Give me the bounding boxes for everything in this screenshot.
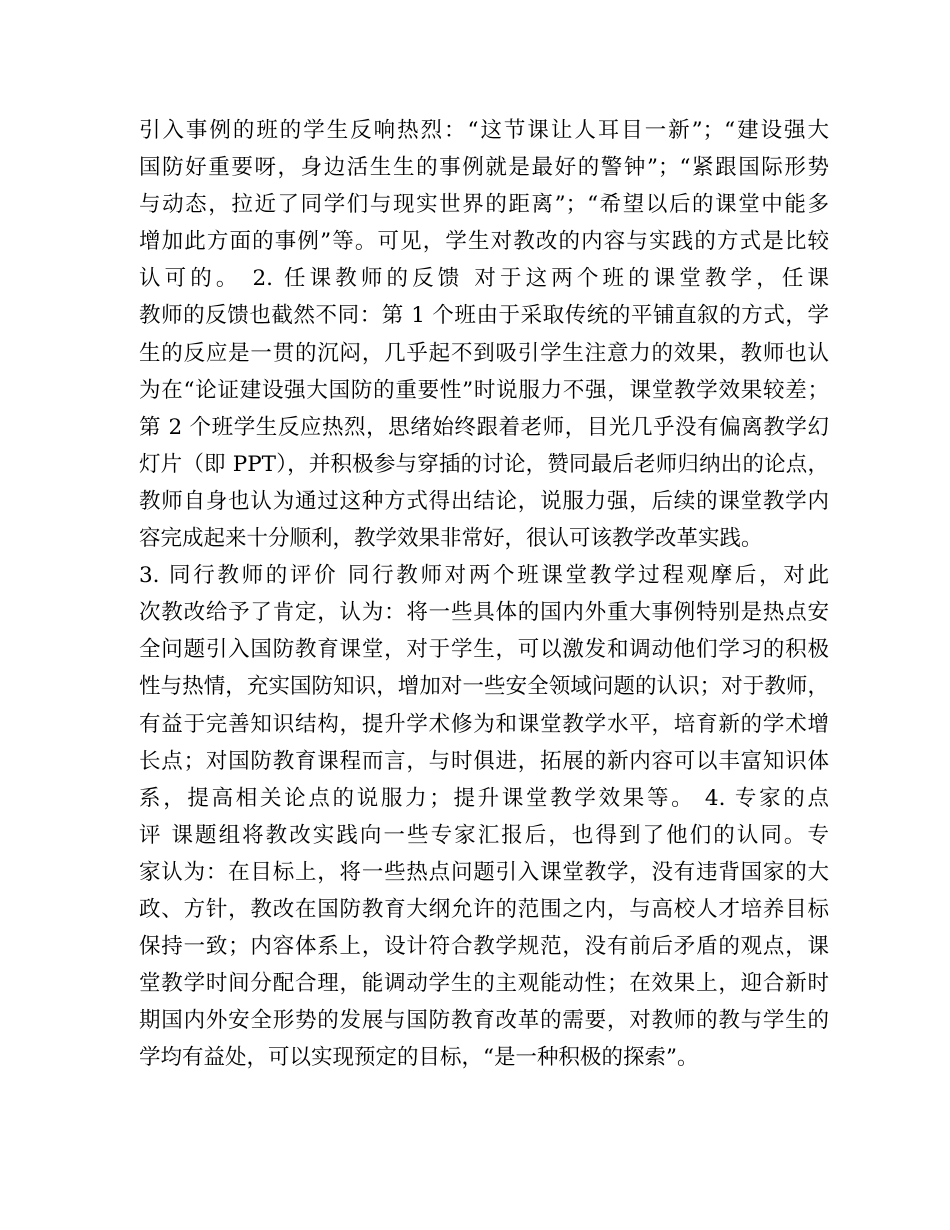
body-text [139,112,829,1076]
text-line: 堂教学时间分配合理，能调动学生的主观能动性；在效果上，迎合新时 [139,971,829,997]
text-line: 有益于完善知识结构，提升学术修为和课堂教学水平，培育新的学术增 [139,711,829,737]
text-line: 保持一致；内容体系上，设计符合教学规范，没有前后矛盾的观点，课 [139,934,829,960]
text-line: 学均有益处，可以实现预定的目标，“是一种积极的探索”。 [139,1045,699,1071]
text-line: 与动态，拉近了同学们与现实世界的距离”；“希望以后的课堂中能多 [139,192,829,218]
text-line: 次教改给予了肯定，认为：将一些具体的国内外重大事例特别是热点安 [139,600,829,626]
text-line: 教师自身也认为通过这种方式得出结论，说服力强，后续的课堂教学内 [139,488,829,514]
text-line: 教师的反馈也截然不同：第 1 个班由于采取传统的平铺直叙的方式，学 [139,303,829,329]
text-line: 第 2 个班学生反应热烈，思绪始终跟着老师，目光几乎没有偏离教学幻 [139,414,829,440]
text-line: 系，提高相关论点的说服力；提升课堂教学效果等。 4. 专家的点 [139,785,829,811]
text-line: 家认为：在目标上，将一些热点问题引入课堂教学，没有违背国家的大 [139,859,829,885]
text-line: 引入事例的班的学生反响热烈：“这节课让人耳目一新”；“建设强大 [139,118,829,143]
text-line: 灯片（即 PPT），并积极参与穿插的讨论，赞同最后老师归纳出的论点， [139,451,829,477]
text-line: 3. 同行教师的评价 同行教师对两个班课堂教学过程观摩后，对此 [139,563,829,589]
text-line: 评 课题组将教改实践向一些专家汇报后，也得到了他们的认同。专 [139,822,829,848]
text-line: 期国内外安全形势的发展与国防教育改革的需要，对教师的教与学生的 [139,1008,829,1034]
text-line: 认可的。 2. 任课教师的反馈 对于这两个班的课堂教学，任课 [139,266,829,292]
text-line: 全问题引入国防教育课堂，对于学生，可以激发和调动他们学习的积极 [139,637,829,663]
text-line: 政、方针，教改在国防教育大纲允许的范围之内，与高校人才培养目标 [139,896,829,922]
text-line: 容完成起来十分顺利，教学效果非常好，很认可该教学改革实践。 [139,526,763,552]
text-line: 生的反应是一贯的沉闷，几乎起不到吸引学生注意力的效果，教师也认 [139,340,829,366]
text-line: 增加此方面的事例”等。可见，学生对教改的内容与实践的方式是比较 [139,229,829,255]
text-line: 国防好重要呀，身边活生生的事例就是最好的警钟”；“紧跟国际形势 [139,155,829,181]
text-line: 长点；对国防教育课程而言，与时俱进，拓展的新内容可以丰富知识体 [139,748,829,774]
text-line: 性与热情，充实国防知识，增加对一些安全领域问题的认识；对于教师， [139,674,829,700]
text-line: 为在“论证建设强大国防的重要性”时说服力不强，课堂教学效果较差； [139,377,829,403]
